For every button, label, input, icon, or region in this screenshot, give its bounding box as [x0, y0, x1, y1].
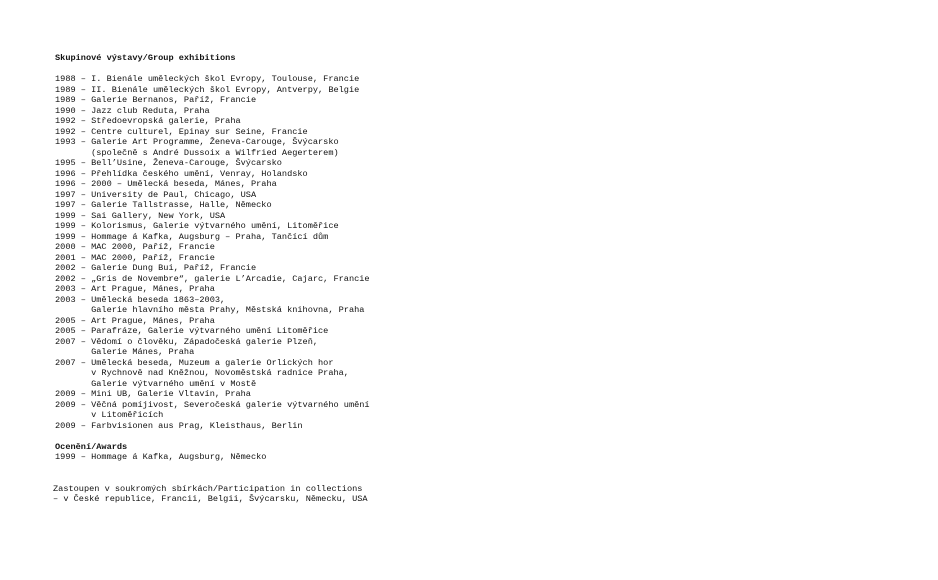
collections-line: – v České republice, Francii, Belgii, Švýcarsku, Německu, USA: [53, 494, 368, 504]
list-item: 1999 – Hommage á Kafka, Augsburg, Německo: [55, 452, 267, 462]
list-item: 2009 – Farbvisionen aus Prag, Kleisthaus, Berlin: [55, 420, 303, 431]
list-item: 1995 – Bell’Usine, Ženeva-Carouge, Švýcarsko: [55, 158, 282, 168]
awards-heading: Ocenění/Awards: [55, 441, 128, 452]
list-item: 1988 – I. Bienále uměleckých škol Evropy, Toulouse, Francie: [55, 74, 360, 84]
list-item: 2002 – Galerie Dung Bui, Paříž, Francie: [55, 263, 257, 273]
list-item: 2003 – Umělecká beseda 1863–2003,: [55, 294, 226, 305]
list-item-continuation: Galerie Mánes, Praha: [55, 347, 195, 357]
list-item-continuation: Galerie hlavního města Prahy, Městská knihovna, Praha: [55, 305, 365, 315]
list-item: 1989 – II. Bienále uměleckých škol Evropy, Antverpy, Belgie: [55, 84, 360, 95]
awards-list: [55, 452, 475, 463]
list-item: 2007 – Umělecká beseda, Muzeum a galerie Orlických hor: [55, 357, 334, 368]
list-item: 1999 – Kolorismus, Galerie výtvarného umění, Litoměřice: [55, 221, 339, 231]
list-item: 2002 – „Gris de Novembre“, galerie L’Arcadie, Cajarc, Francie: [55, 273, 370, 284]
document-page: [55, 53, 475, 505]
list-item: 1992 – Centre culturel, Epinay sur Seine, Francie: [55, 126, 308, 137]
list-item: 1992 – Středoevropská galerie, Praha: [55, 116, 241, 126]
list-item: 2003 – Art Prague, Mánes, Praha: [55, 284, 215, 294]
list-item: 1990 – Jazz club Reduta, Praha: [55, 105, 210, 116]
list-item-continuation: v Rychnově nad Kněžnou, Novoměstská radnice Praha,: [55, 368, 349, 378]
list-item: 2005 – Art Prague, Mánes, Praha: [55, 315, 215, 326]
list-item: 2005 – Parafráze, Galerie výtvarného umění Litoměřice: [55, 326, 329, 336]
list-item-continuation: v Litoměřicích: [55, 410, 164, 420]
list-item: 1997 – Galerie Tallstrasse, Halle, Německo: [55, 200, 272, 210]
list-item: 1997 – University de Paul, Chicago, USA: [55, 189, 257, 200]
group-exhibitions-list: [55, 74, 475, 431]
list-item: 2009 – Mini UB, Galerie Vltavín, Praha: [55, 389, 251, 399]
list-item: 1993 – Galerie Art Programme, Ženeva-Carouge, Švýcarsko: [55, 137, 339, 147]
list-item: 2007 – Vědomí o člověku, Západočeská galerie Plzeň,: [55, 336, 319, 347]
list-item: 1996 – 2000 – Umělecká beseda, Mánes, Praha: [55, 179, 277, 189]
list-item: 1999 – Sai Gallery, New York, USA: [55, 210, 226, 221]
list-item: 2000 – MAC 2000, Paříž, Francie: [55, 242, 215, 252]
list-item: 2001 – MAC 2000, Paříž, Francie: [55, 252, 215, 263]
list-item: 1989 – Galerie Bernanos, Paříž, Francie: [55, 95, 257, 105]
collections-block: [53, 484, 475, 505]
list-item: 2009 – Věčná pomíjivost, Severočeská galerie výtvarného umění: [55, 399, 370, 410]
list-item: 1999 – Hommage á Kafka, Augsburg – Praha, Tančící dům: [55, 231, 329, 242]
group-exhibitions-heading: Skupinové výstavy/Group exhibitions: [55, 53, 236, 63]
list-item-continuation: Galerie výtvarného umění v Mostě: [55, 378, 257, 389]
list-item-continuation: (společně s André Dussoix a Wilfried Aegerterem): [55, 147, 339, 158]
list-item: 1996 – Přehlídka českého umění, Venray, Holandsko: [55, 168, 308, 179]
collections-line: Zastoupen v soukromých sbírkách/Participation in collections: [53, 483, 363, 494]
